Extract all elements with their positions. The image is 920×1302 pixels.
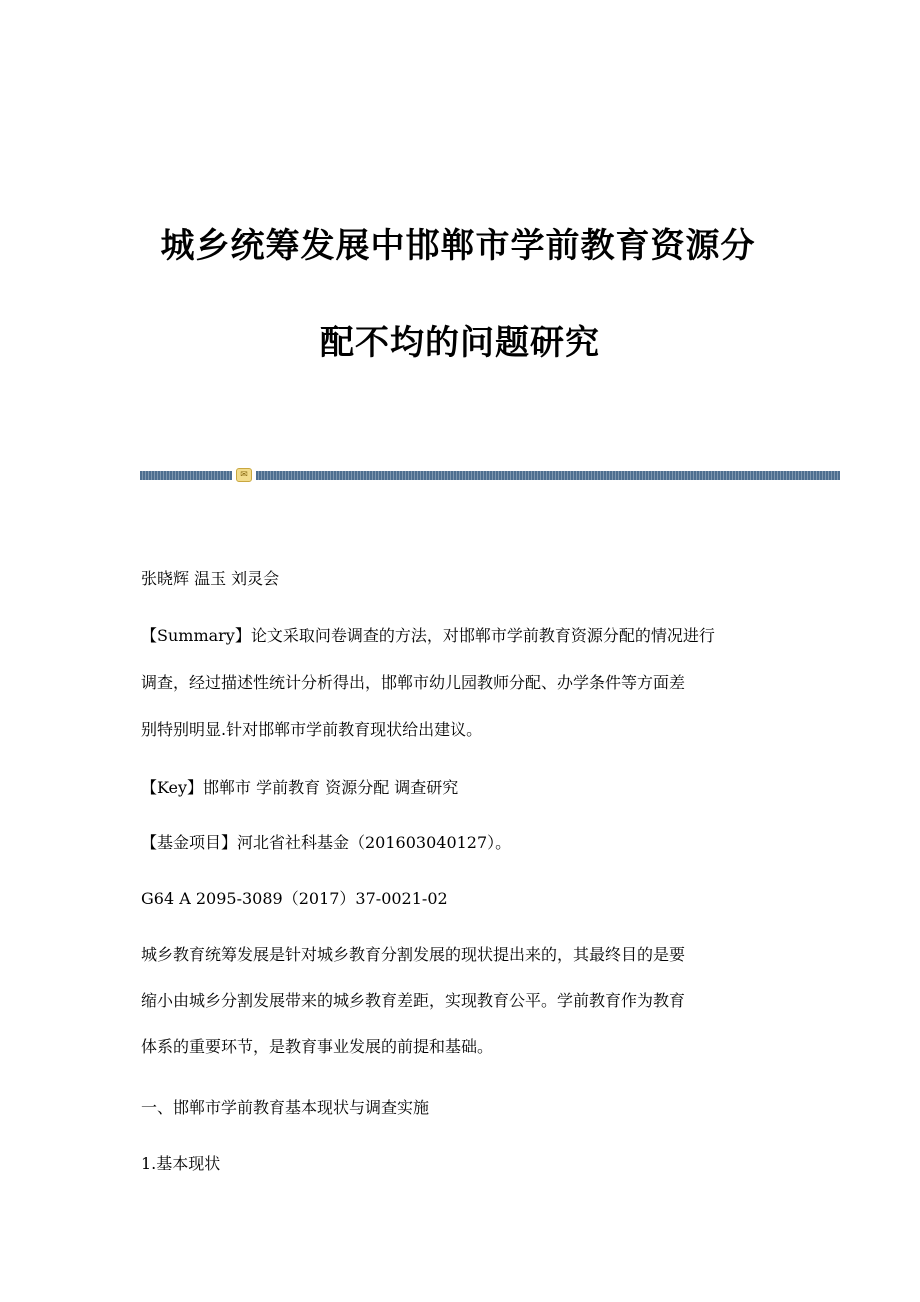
fund-info: 【基金项目】河北省社科基金（201603040127）。 <box>141 833 512 852</box>
summary-line: 别特别明显.针对邯郸市学前教育现状给出建议。 <box>141 720 483 739</box>
section-heading: 一、邯郸市学前教育基本现状与调查实施 <box>141 1098 430 1117</box>
paper-title-line-2: 配不均的问题研究 <box>320 323 600 363</box>
title-divider-right <box>256 471 840 480</box>
intro-line: 缩小由城乡分割发展带来的城乡教育差距，实现教育公平。学前教育作为教育 <box>141 991 686 1010</box>
intro-line: 城乡教育统筹发展是针对城乡教育分割发展的现状提出来的，其最终目的是要 <box>141 945 686 964</box>
intro-line: 体系的重要环节，是教育事业发展的前提和基础。 <box>141 1037 494 1056</box>
classification-code: G64 A 2095-3089（2017）37-0021-02 <box>141 889 448 908</box>
summary-paragraph <box>141 625 781 741</box>
authors: 张晓辉 温玉 刘灵会 <box>141 569 280 588</box>
summary-line: 调查，经过描述性统计分析得出，邯郸市幼儿园教师分配、办学条件等方面差 <box>141 673 686 692</box>
envelope-icon: ✉ <box>236 468 252 482</box>
title-divider-left <box>140 471 232 480</box>
subsection-heading: 1.基本现状 <box>141 1154 221 1173</box>
intro-paragraph <box>141 944 781 1058</box>
summary-line: 【Summary】论文采取问卷调查的方法，对邯郸市学前教育资源分配的情况进行 <box>141 626 715 645</box>
paper-title-line-1: 城乡统筹发展中邯郸市学前教育资源分 <box>160 226 756 266</box>
keywords: 【Key】邯郸市 学前教育 资源分配 调查研究 <box>141 778 459 797</box>
